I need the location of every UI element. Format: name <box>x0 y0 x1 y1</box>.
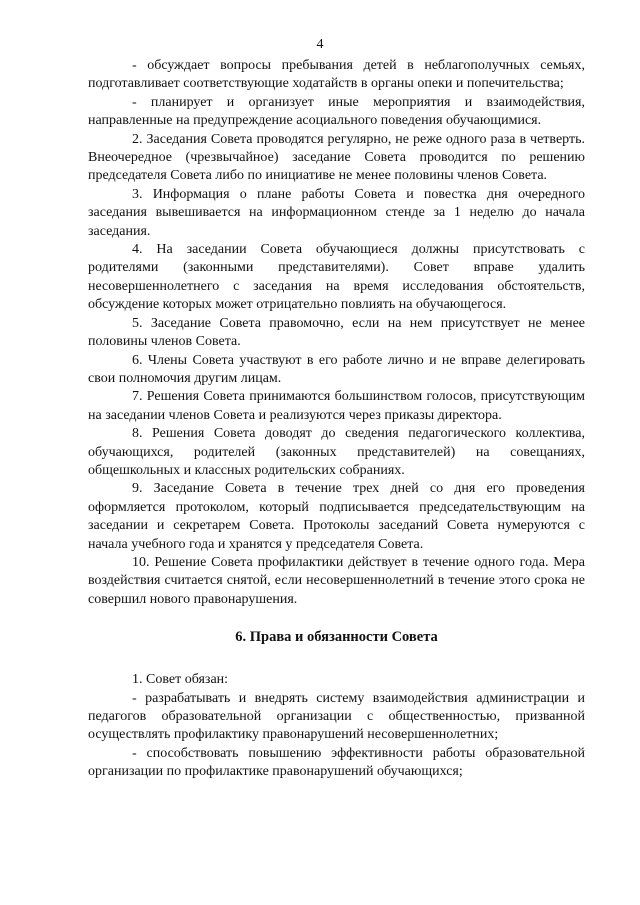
paragraph-clause-5: 5. Заседание Совета правомочно, если на нем присутствует не менее половины членов Совета. <box>88 315 585 350</box>
paragraph-clause-6: 6. Члены Совета участвуют в его работе лично и не вправе делегировать свои полномочия другим лицам. <box>88 352 585 386</box>
page-number: 4 <box>316 37 324 52</box>
paragraph-clause-2: 2. Заседания Совета проводятся регулярно, не реже одного раза в четверть. Внеочередное (чрезвычайное) заседание Совета проводится по решению председателя Совета либо по инициативе не менее половины членов Совета. <box>88 131 585 184</box>
paragraph-clause-3: 3. Информация о плане работы Совета и повестка дня очередного заседания вывешивается на информационном стенде за 1 неделю до начала заседания. <box>88 186 585 239</box>
paragraph-clause-7: 7. Решения Совета принимаются большинством голосов, присутствующим на заседании членов Совета и реализуются через приказы директора. <box>88 389 585 423</box>
paragraph-duties-prevention: - планирует и организует иные мероприятия и взаимодействия, направленные на предупреждение асоциального поведения обучающимися. <box>88 94 585 129</box>
paragraph-clause-9: 9. Заседание Совета в течение трех дней со дня его проведения оформляется протоколом, который подписывается председательствующим на заседании и секретарем Совета. Протоколы заседаний Совета нумеруются с начала учебного года и хранятся у председателя Совета. <box>88 481 585 552</box>
paragraph-duties-families: - обсуждает вопросы пребывания детей в неблагополучных семьях, подготавливает соответствующие ходатайств в органы опеки и попечительства; <box>88 58 585 92</box>
paragraph-council-obliged: 1. Совет обязан: <box>132 672 229 688</box>
paragraph-obligation-system: - разрабатывать и внедрять систему взаимодействия администрации и педагогов образовательной организации с общественностью, призванной осуществлять профилактику правонарушений несовершеннолетних; <box>88 690 585 743</box>
paragraph-obligation-efficiency: - способствовать повышению эффективности работы образовательной организации по профилактике правонарушений обучающихся; <box>88 745 585 780</box>
paragraph-clause-10: 10. Решение Совета профилактики действует в течение одного года. Мера воздействия считается снятой, если несовершеннолетний в течение этого срока не совершил нового правонарушения. <box>88 554 585 607</box>
paragraph-clause-8: 8. Решения Совета доводят до сведения педагогического коллектива, обучающихся, родителей (законных представителей) на совещаниях, общешкольных и классных родительских собраниях. <box>88 426 585 478</box>
paragraph-clause-4: 4. На заседании Совета обучающиеся должны присутствовать с родителями (законными представителями). Совет вправе удалить несовершеннолетнего с заседания на время исследования обстоятельств, обсуждение которых может отрицательно повлиять на обучающегося. <box>88 242 585 313</box>
section-heading: 6. Права и обязанности Совета <box>235 629 438 646</box>
document-body <box>88 57 585 782</box>
